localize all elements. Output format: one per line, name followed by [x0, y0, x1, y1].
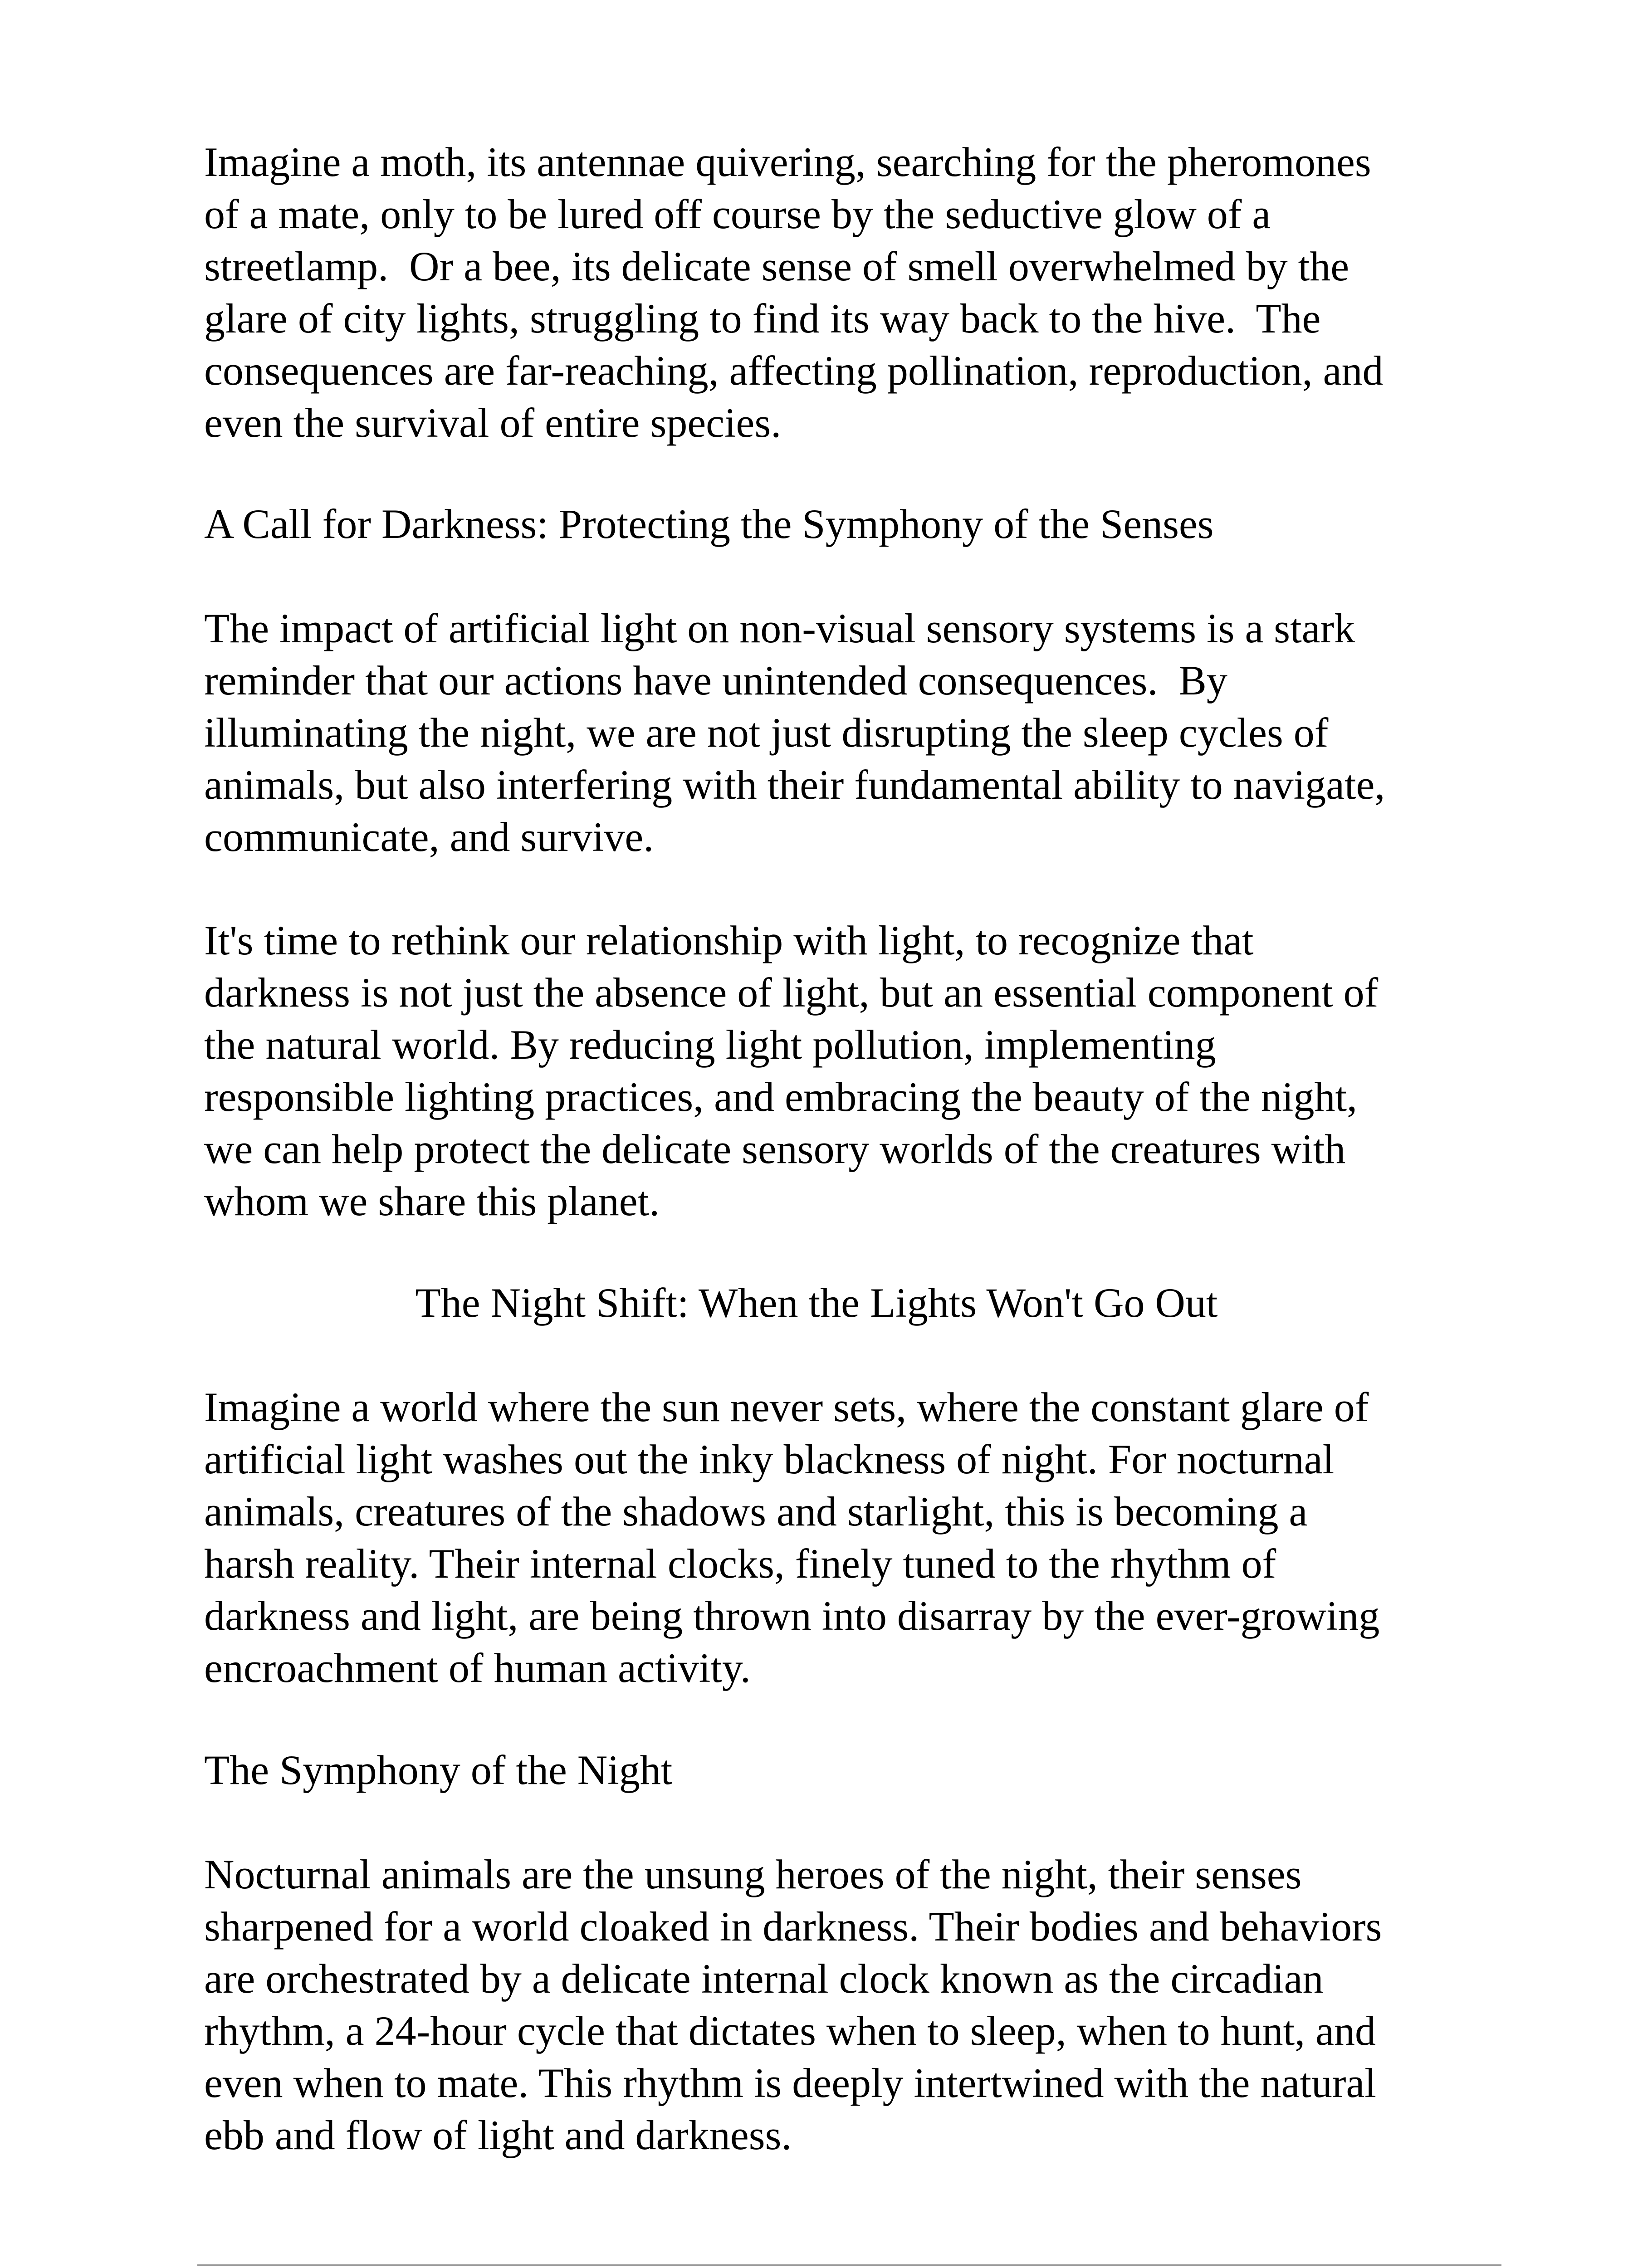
section-heading-call-for-darkness: A Call for Darkness: Protecting the Symphony of the Senses	[204, 501, 1214, 547]
paragraph-world-sun-never-sets: Imagine a world where the sun never sets, where the constant glare of artificial light washes out the inky blackness of night. For nocturnal animals, creatures of the shadows and starlight, this is becoming a harsh reality. Their internal clocks, finely tuned to the rhythm of darkness and light, are being thrown into disarray by the ever-growing encroachment of human activity.	[204, 1384, 1380, 1691]
paragraph-impact-artificial-light: The impact of artificial light on non-visual sensory systems is a stark reminder that our actions have unintended consequences. By illuminating the night, we are not just disrupting the sleep cycles of animals, but also interfering with their fundamental ability to navigate, communicate, and survive.	[204, 605, 1385, 860]
footer-divider	[197, 2264, 1501, 2266]
paragraph-nocturnal-animals: Nocturnal animals are the unsung heroes of the night, their senses sharpened for a world cloaked in darkness. Their bodies and behaviors are orchestrated by a delicate internal clock known as the circadian rhythm, a 24-hour cycle that dictates when to sleep, when to hunt, and even when to mate. This rhythm is deeply intertwined with the natural ebb and flow of light and darkness.	[204, 1851, 1382, 2158]
chapter-title-night-shift: The Night Shift: When the Lights Won't Go Out	[415, 1280, 1218, 1326]
section-heading-symphony-of-night: The Symphony of the Night	[204, 1747, 673, 1793]
paragraph-rethink-relationship: It's time to rethink our relationship with light, to recognize that darkness is not just the absence of light, but an essential component of the natural world. By reducing light pollution, implementing responsible lighting practices, and embracing the beauty of the night, we can help protect the delicate sensory worlds of the creatures with whom we share this planet.	[204, 917, 1379, 1224]
paragraph-moth-bee: Imagine a moth, its antennae quivering, searching for the pheromones of a mate, only to be lured off course by the seductive glow of a streetlamp. Or a bee, its delicate sense of smell overwhelmed by the glare of city lights, struggling to find its way back to the hive. The consequences are far-reaching, affecting pollination, reproduction, and even the survival of entire species.	[204, 139, 1384, 446]
